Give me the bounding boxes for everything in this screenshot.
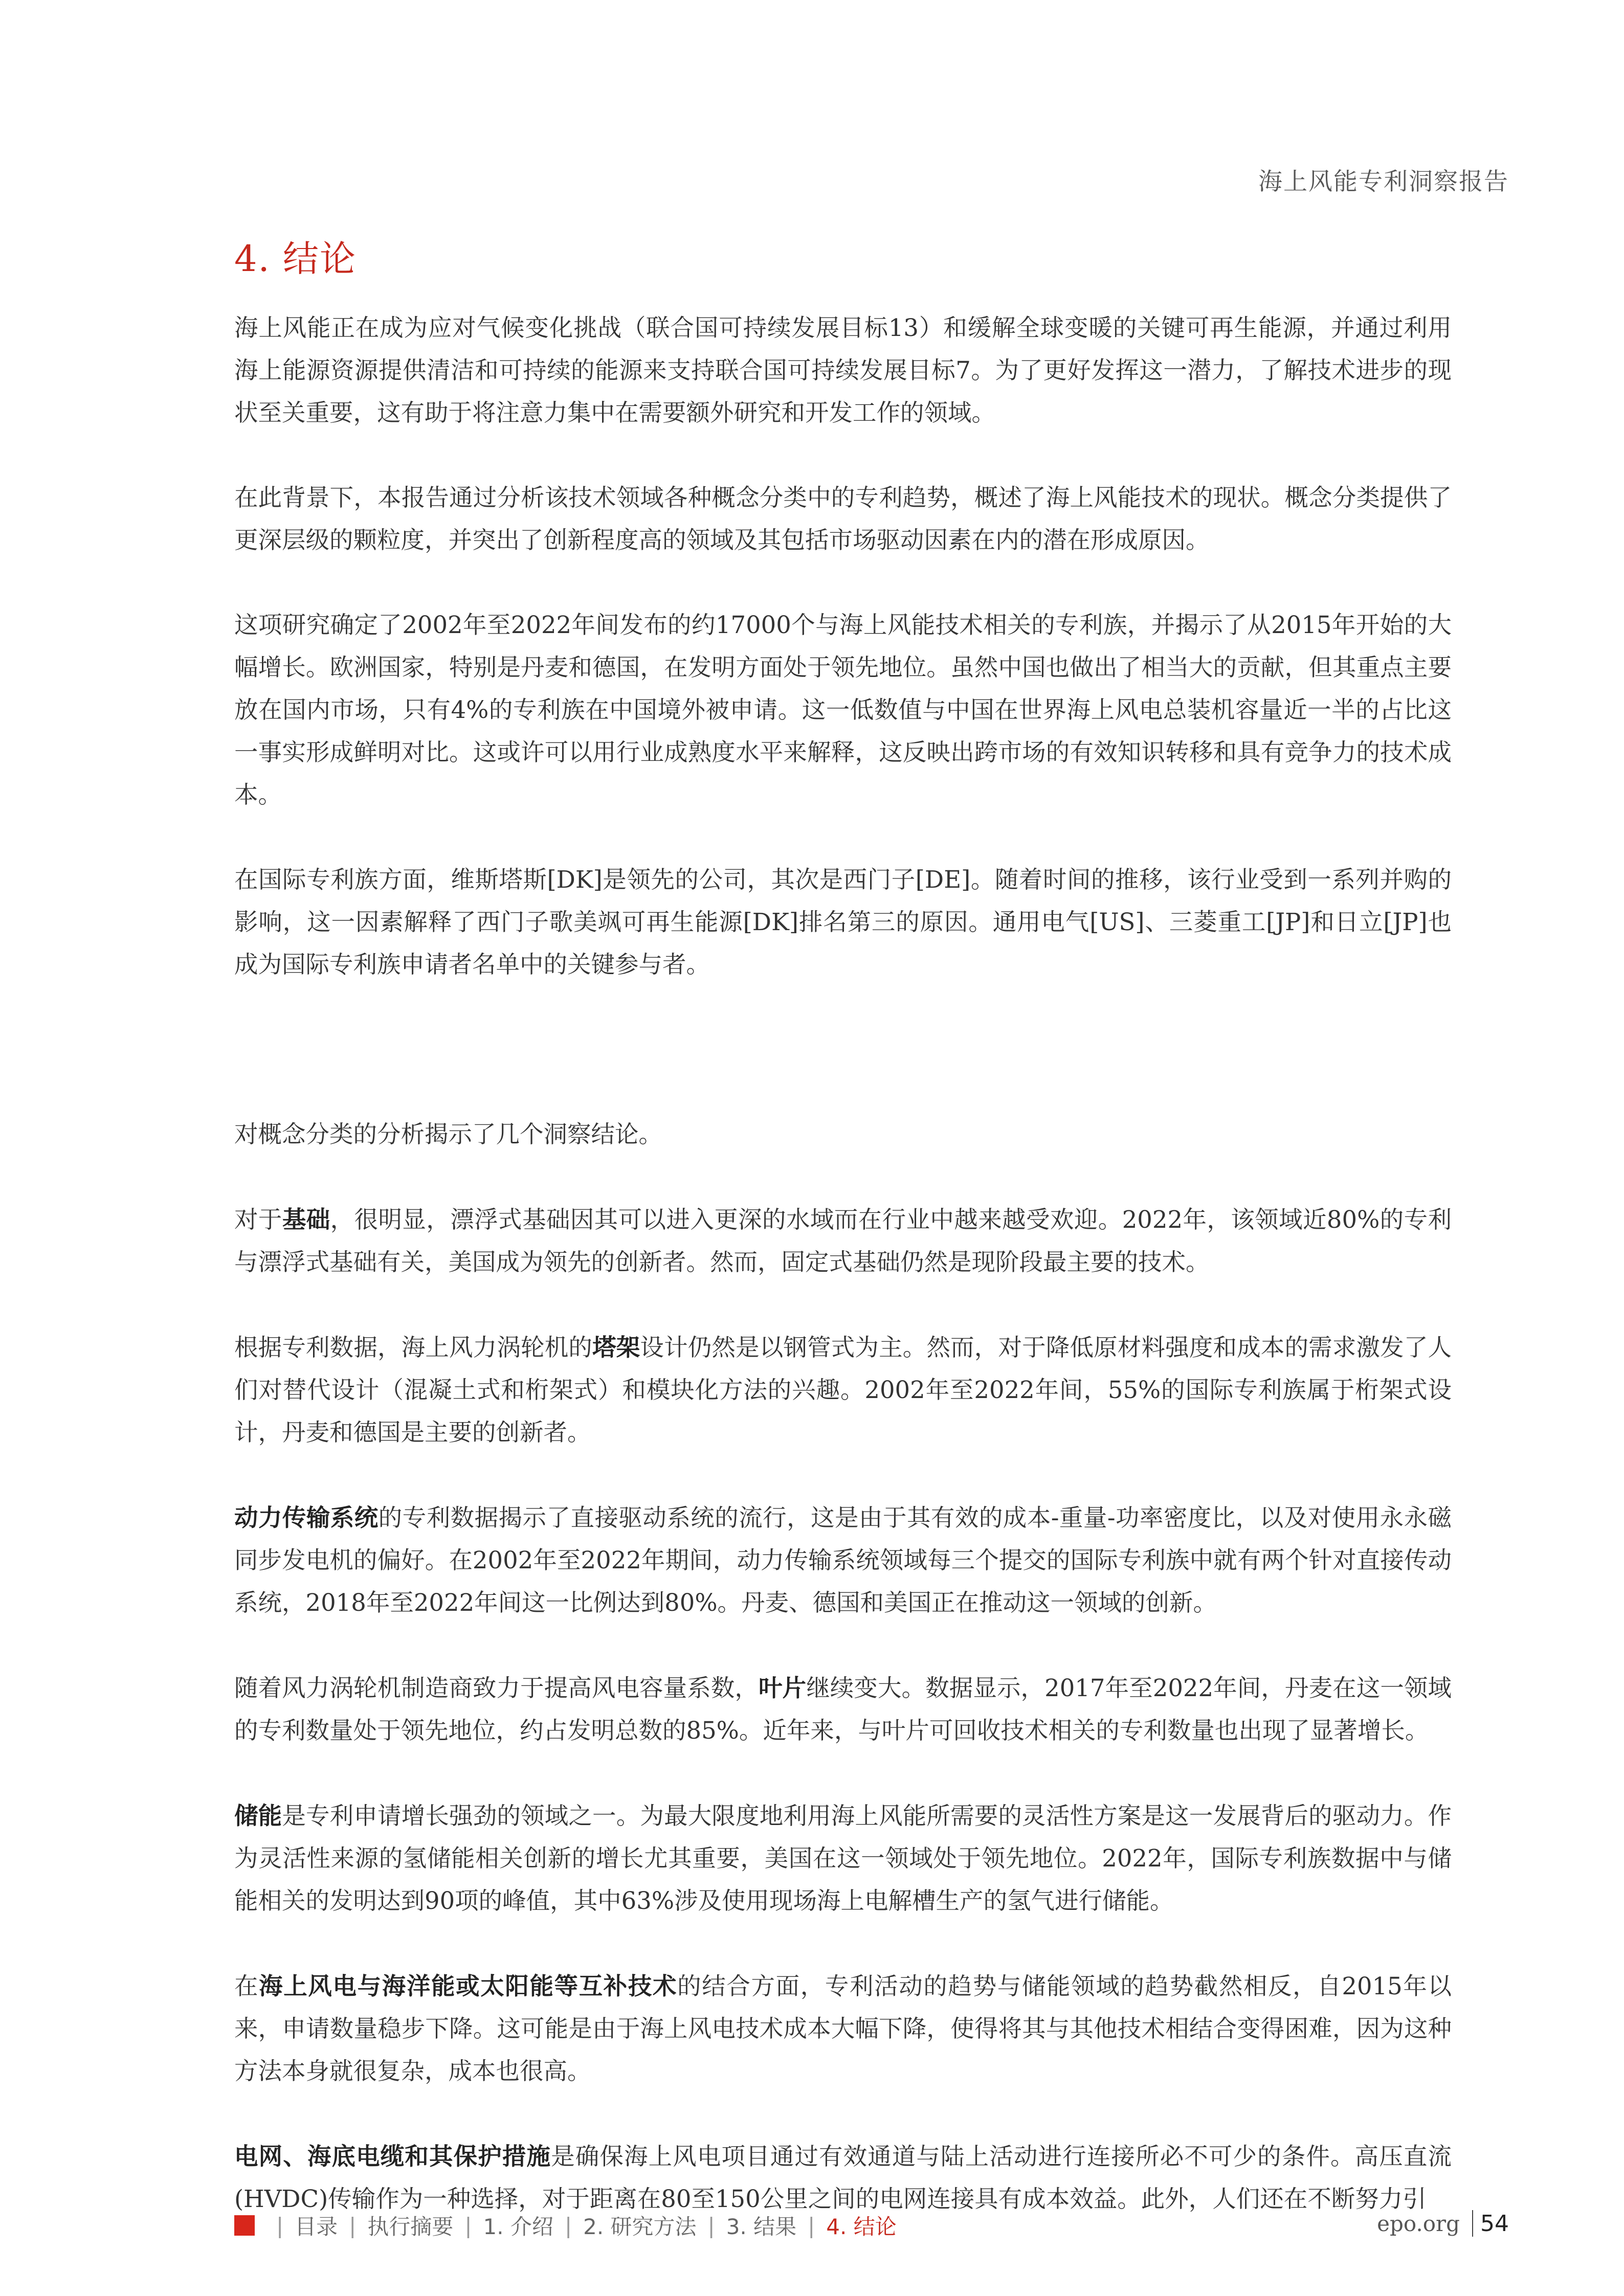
section-title: 4. 结论 (234, 238, 357, 280)
paragraph-insights-lead: 对概念分类的分析揭示了几个洞察结论。 (234, 1120, 662, 1148)
text-pre: 在 (234, 1972, 259, 2000)
paragraph-tower (234, 1326, 1452, 1454)
red-square-icon (234, 2215, 255, 2236)
paragraph-complementary (234, 1965, 1452, 2092)
keyword-drivetrain: 动力传输系统 (234, 1503, 379, 1532)
text-post: 设计仍然是以钢管式为主。然而，对于降低原材料强度和成本的需求激发了人们对替代设计（混凝土式和桁架式）和模块化方法的兴趣。2002年至2022年间，55%的国际专利族属于桁架式设计，丹麦和德国是主要的创新者。 (234, 1334, 1452, 1446)
keyword-storage: 储能 (234, 1802, 282, 1830)
nav-separator: | (707, 2213, 715, 2238)
body-content (234, 307, 1452, 2220)
text-post: 是确保海上风电项目通过有效通道与陆上活动进行连接所必不可少的条件。高压直流(HVDC)传输作为一种选择，对于距离在80至150公里之间的电网连接具有成本效益。此外，人们还在不断努力引 (234, 2143, 1452, 2213)
paragraph-foundation (234, 1198, 1452, 1284)
keyword-grid: 电网、海底电缆和其保护措施 (234, 2142, 551, 2170)
page-number: 54 (1480, 2210, 1509, 2237)
text-pre: 根据专利数据，海上风力涡轮机的 (234, 1334, 593, 1361)
nav-link-methodology[interactable]: 2. 研究方法 (583, 2214, 697, 2239)
paragraph-companies: 在国际专利族方面，维斯塔斯[DK]是领先的公司，其次是西门子[DE]。随着时间的推移，该行业受到一系列并购的影响，这一因素解释了西门子歌美飒可再生能源[DK]排名第三的原因。通用电气[US]、三菱重工[JP]和日立[JP]也成为国际专利族申请者名单中的关键参与者。 (234, 866, 1452, 978)
text-post: 是专利申请增长强劲的领域之一。为最大限度地利用海上风能所需要的灵活性方案是这一发展背后的驱动力。作为灵活性来源的氢储能相关创新的增长尤其重要，美国在这一领域处于领先地位。2022年，国际专利族数据中与储能相关的发明达到90项的峰值，其中63%涉及使用现场海上电解槽生产的氢气进行储能。 (234, 1802, 1452, 1915)
nav-link-executive-summary[interactable]: 执行摘要 (367, 2214, 454, 2239)
nav-link-conclusion[interactable]: 4. 结论 (826, 2214, 897, 2239)
paragraph-storage (234, 1794, 1452, 1922)
text-pre: 随着风力涡轮机制造商致力于提高风电容量系数， (234, 1674, 759, 1702)
text-post: ，很明显，漂浮式基础因其可以进入更深的水域而在行业中越来越受欢迎。2022年，该领域近80%的专利与漂浮式基础有关，美国成为领先的创新者。然而，固定式基础仍然是现阶段最主要的技术。 (234, 1206, 1452, 1276)
paragraph-drivetrain (234, 1496, 1452, 1624)
nav-link-results[interactable]: 3. 结果 (726, 2214, 797, 2239)
paragraph-intro: 海上风能正在成为应对气候变化挑战（联合国可持续发展目标13）和缓解全球变暖的关键可再生能源，并通过利用海上能源资源提供清洁和可持续的能源来支持联合国可持续发展目标7。为了更好发挥这一潜力，了解技术进步的现状至关重要，这有助于将注意力集中在需要额外研究和开发工作的领域。 (234, 314, 1452, 426)
site-link[interactable]: epo.org (1377, 2211, 1460, 2236)
text-post: 继续变大。数据显示，2017年至2022年间，丹麦在这一领域的专利数量处于领先地位，约占发明总数的85%。近年来，与叶片可回收技术相关的专利数量也出现了显著增长。 (234, 1674, 1452, 1744)
nav-separator: | (349, 2213, 357, 2238)
text-pre: 对于 (234, 1206, 282, 1233)
keyword-tower: 塔架 (592, 1333, 640, 1361)
page-divider (1472, 2210, 1473, 2237)
nav-separator: | (276, 2213, 284, 2238)
footer-nav (234, 2210, 897, 2241)
footer (234, 2210, 1509, 2241)
paragraph-blades (234, 1667, 1452, 1752)
nav-separator: | (564, 2213, 572, 2238)
nav-link-introduction[interactable]: 1. 介绍 (483, 2214, 553, 2239)
running-header: 海上风能专利洞察报告 (1258, 168, 1509, 196)
nav-separator: | (808, 2213, 815, 2238)
nav-link-toc[interactable]: 目录 (295, 2214, 338, 2239)
paragraph-study: 这项研究确定了2002年至2022年间发布的约17000个与海上风能技术相关的专利族，并揭示了从2015年开始的大幅增长。欧洲国家，特别是丹麦和德国，在发明方面处于领先地位。虽然中国也做出了相当大的贡献，但其重点主要放在国内市场，只有4%的专利族在中国境外被申请。这一低数值与中国在世界海上风电总装机容量近一半的占比这一事实形成鲜明对比。这或许可以用行业成熟度水平来解释，这反映出跨市场的有效知识转移和具有竞争力的技术成本。 (234, 611, 1452, 808)
paragraph-context: 在此背景下，本报告通过分析该技术领域各种概念分类中的专利趋势，概述了海上风能技术的现状。概念分类提供了更深层级的颗粒度，并突出了创新程度高的领域及其包括市场驱动因素在内的潜在形成原因。 (234, 484, 1452, 554)
keyword-foundation: 基础 (282, 1205, 330, 1233)
keyword-blades: 叶片 (759, 1674, 807, 1702)
keyword-complementary: 海上风电与海洋能或太阳能等互补技术 (259, 1972, 678, 2000)
text-post: 的专利数据揭示了直接驱动系统的流行，这是由于其有效的成本-重量-功率密度比，以及对使用永永磁同步发电机的偏好。在2002年至2022年期间，动力传输系统领域每三个提交的国际专利族中就有两个针对直接传动系统，2018年至2022年间这一比例达到80%。丹麦、德国和美国正在推动这一领域的创新。 (234, 1504, 1452, 1616)
text-post: 的结合方面，专利活动的趋势与储能领域的趋势截然相反，自2015年以来，申请数量稳步下降。这可能是由于海上风电技术成本大幅下降，使得将其与其他技术相结合变得困难，因为这种方法本身就很复杂，成本也很高。 (234, 1972, 1452, 2085)
nav-separator: | (464, 2213, 472, 2238)
paragraph-grid (234, 2135, 1452, 2220)
footer-right (1377, 2210, 1509, 2237)
